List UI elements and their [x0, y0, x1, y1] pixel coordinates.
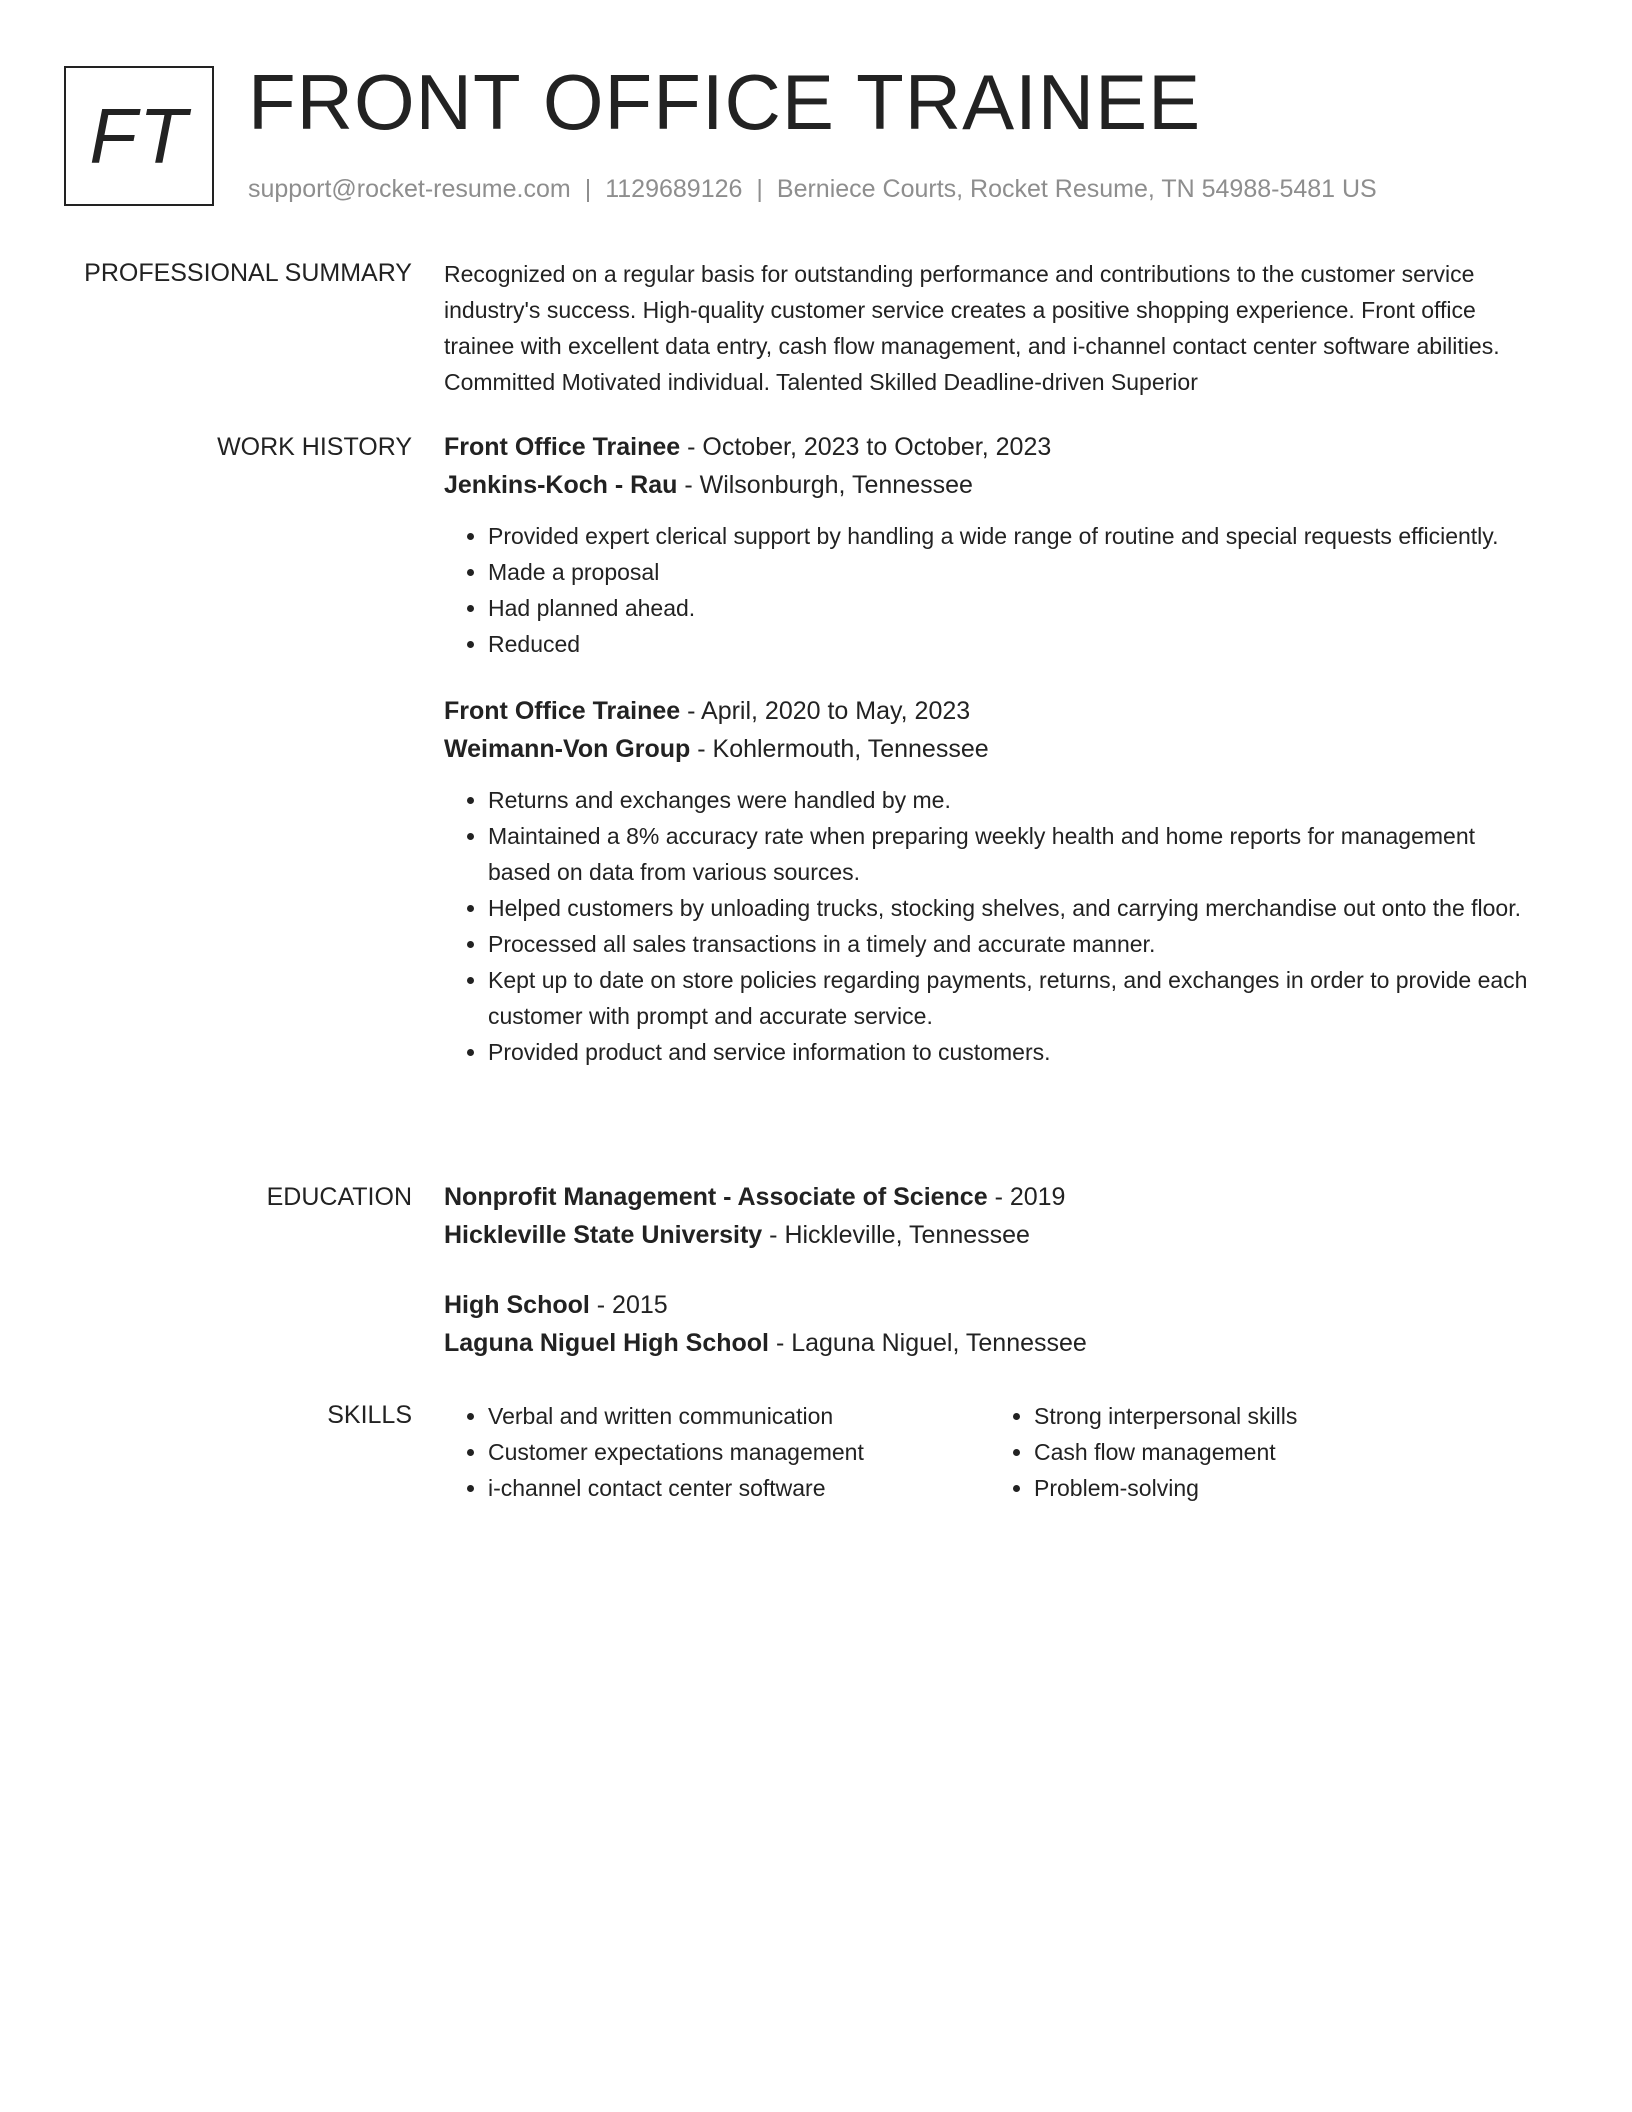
work-history-body — [444, 428, 1544, 1100]
list-item: • Provided expert clerical support by handling a wide range of routine and special requests efficiently. — [488, 518, 1544, 554]
job-company-line — [444, 466, 1544, 504]
skills-heading: SKILLS — [327, 1401, 412, 1429]
list-item: • Provided product and service information to customers. — [488, 1034, 1544, 1070]
education-heading: EDUCATION — [266, 1183, 412, 1211]
job-title: Front Office Trainee — [444, 697, 681, 725]
education-year: - 2015 — [596, 1291, 668, 1319]
job-bullets — [444, 518, 1544, 662]
contact-separator: | — [756, 175, 763, 203]
list-item: • Helped customers by unloading trucks, stocking shelves, and carrying merchandise out onto the floor. — [488, 890, 1544, 926]
education-location: - Hickleville, Tennessee — [769, 1221, 1030, 1249]
job-title: Front Office Trainee — [444, 433, 681, 461]
list-item: • Verbal and written communication — [488, 1398, 990, 1434]
education-entry — [444, 1178, 1544, 1254]
list-item: • Kept up to date on store policies regarding payments, returns, and exchanges in order to provide each customer with prompt and accurate service. — [488, 962, 1544, 1034]
contact-email: support@rocket-resume.com — [248, 175, 571, 203]
education-degree-line — [444, 1286, 1544, 1324]
list-item: • Had planned ahead. — [488, 590, 1544, 626]
job-title-line — [444, 692, 1544, 730]
job-location: - Wilsonburgh, Tennessee — [684, 471, 973, 499]
education-degree-line — [444, 1178, 1544, 1216]
skills-body — [444, 1398, 1544, 1506]
job-dates: - April, 2020 to May, 2023 — [687, 697, 971, 725]
education-school: Laguna Niguel High School — [444, 1329, 769, 1357]
summary-heading: PROFESSIONAL SUMMARY — [84, 259, 412, 287]
summary-text: Recognized on a regular basis for outstanding performance and contributions to the customer service industry's success. High-quality customer service creates a positive shopping experience. Front office trainee with excellent data entry, cash flow management, and i-channel contact center software abilities. Committed Motivated individual. Talented Skilled Deadline-driven Superior — [444, 261, 1500, 395]
summary-body — [444, 256, 1544, 400]
list-item: • Maintained a 8% accuracy rate when preparing weekly health and home reports for management based on data from various sources. — [488, 818, 1544, 890]
contact-phone: 1129689126 — [605, 175, 743, 203]
list-item: • Reduced — [488, 626, 1544, 662]
skills-column-right — [990, 1398, 1536, 1506]
job-company-line — [444, 730, 1544, 768]
skills-grid — [444, 1398, 1544, 1506]
contact-address: Berniece Courts, Rocket Resume, TN 54988-5481 US — [776, 175, 1377, 203]
job-entry — [444, 428, 1544, 662]
education-school-line — [444, 1216, 1544, 1254]
resume-name-title: FRONT OFFICE TRAINEE — [248, 58, 1202, 146]
education-location: - Laguna Niguel, Tennessee — [775, 1329, 1087, 1357]
job-location: - Kohlermouth, Tennessee — [697, 735, 989, 763]
list-item: • Made a proposal — [488, 554, 1544, 590]
contact-separator: | — [584, 175, 592, 203]
monogram-logo: FT — [64, 66, 214, 206]
job-company: Weimann-Von Group — [444, 735, 691, 763]
list-item: • Returns and exchanges were handled by me. — [488, 782, 1544, 818]
list-item: • Processed all sales transactions in a timely and accurate manner. — [488, 926, 1544, 962]
education-degree: Nonprofit Management - Associate of Science — [444, 1183, 988, 1211]
education-year: - 2019 — [994, 1183, 1066, 1211]
contact-line — [248, 172, 1377, 206]
work-history-heading: WORK HISTORY — [217, 433, 412, 461]
list-item: • Customer expectations management — [488, 1434, 990, 1470]
job-title-line — [444, 428, 1544, 466]
job-bullets — [444, 782, 1544, 1070]
list-item: • Problem-solving — [1034, 1470, 1536, 1506]
education-degree: High School — [444, 1291, 590, 1319]
skills-list — [444, 1398, 990, 1506]
education-school: Hickleville State University — [444, 1221, 763, 1249]
education-body — [444, 1178, 1544, 1394]
list-item: • Strong interpersonal skills — [1034, 1398, 1536, 1434]
job-entry — [444, 692, 1544, 1070]
job-dates: - October, 2023 to October, 2023 — [687, 433, 1052, 461]
skills-column-left — [444, 1398, 990, 1506]
skills-list — [990, 1398, 1536, 1506]
job-company: Jenkins-Koch - Rau — [444, 471, 678, 499]
education-school-line — [444, 1324, 1544, 1362]
education-entry — [444, 1286, 1544, 1362]
list-item: • Cash flow management — [1034, 1434, 1536, 1470]
list-item: • i-channel contact center software — [488, 1470, 990, 1506]
